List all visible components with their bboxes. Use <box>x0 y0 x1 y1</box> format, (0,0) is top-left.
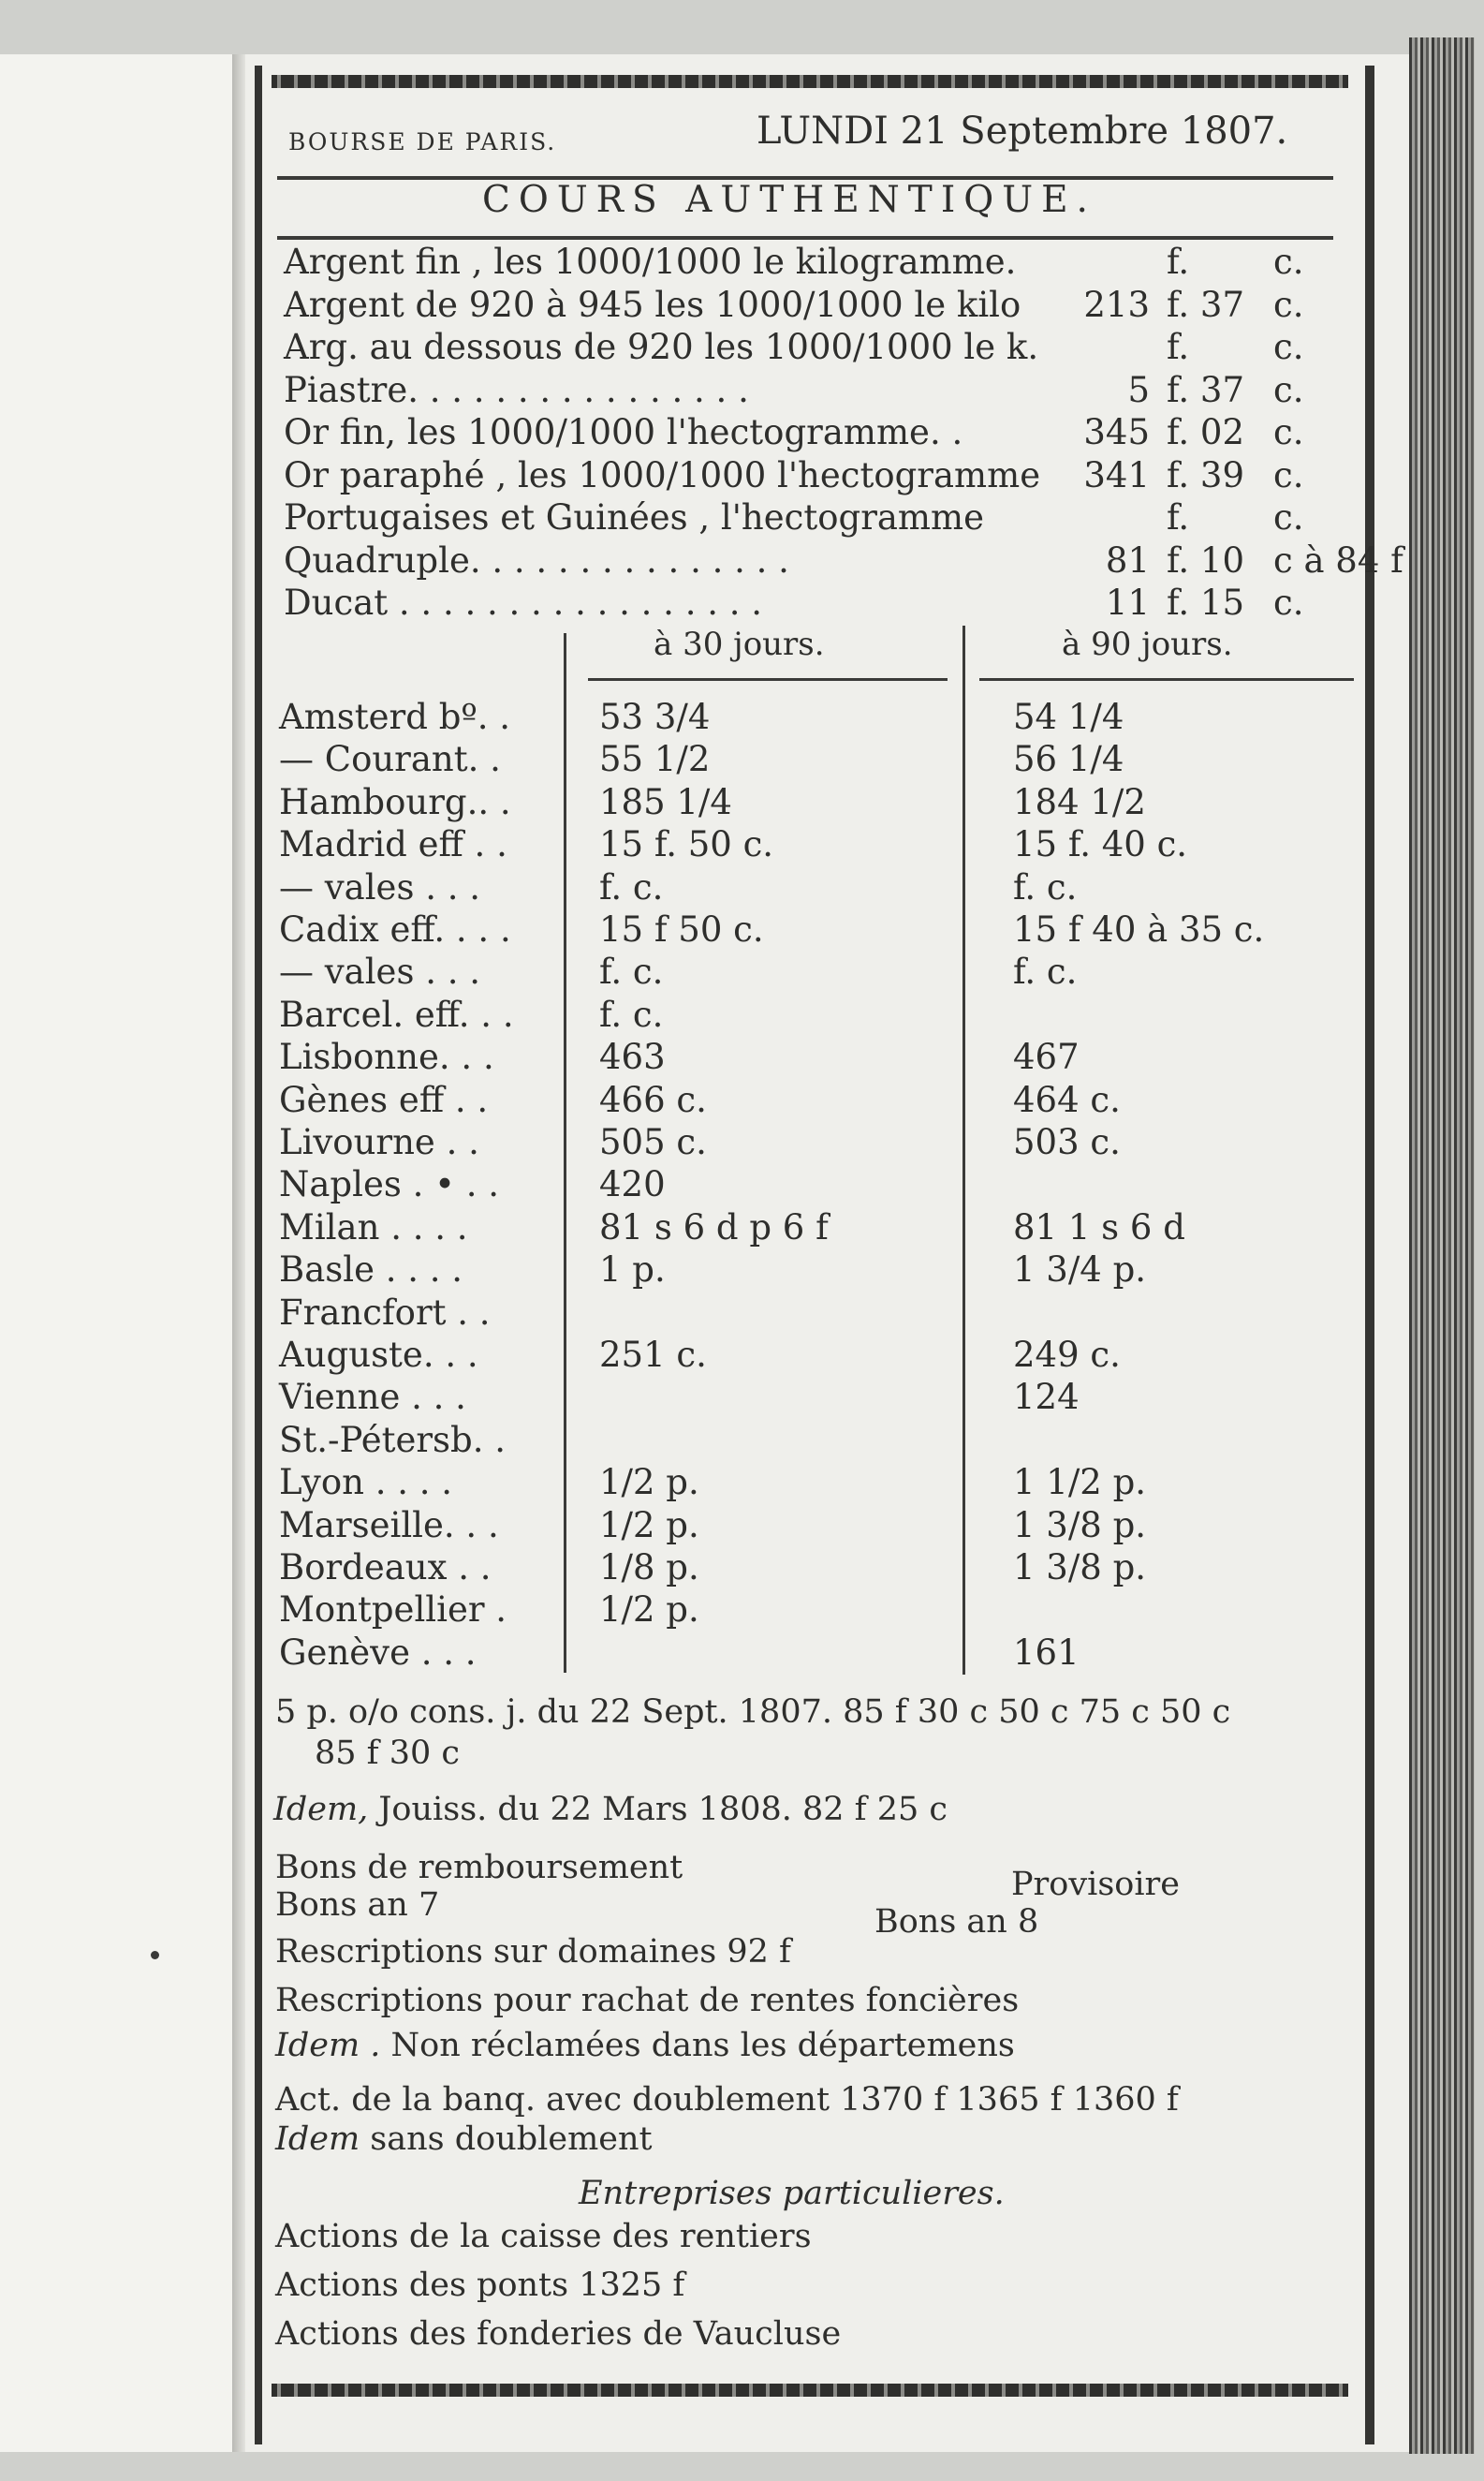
metal-c: c. <box>1273 412 1304 452</box>
cons-line-2: 85 f 30 c <box>315 1735 461 1772</box>
idem-sans-doublement-line <box>275 2119 653 2160</box>
exchange-place: Montpellier . <box>279 1589 507 1631</box>
bons-an-8: Bons an 8 <box>874 1903 1039 1941</box>
frame-right <box>1365 66 1374 2444</box>
cons-line-1: 5 p. o/o cons. j. du 22 Sept. 1807. 85 f 30 c 50 c 75 c 50 c <box>275 1693 1231 1731</box>
metal-label: Arg. au dessous de 920 les 1000/1000 le k. <box>284 327 1039 367</box>
exchange-d90: 15 f 40 à 35 c. <box>1013 909 1265 950</box>
exchange-d30: 505 c. <box>599 1122 707 1162</box>
metal-c: c. <box>1273 284 1304 325</box>
page-edges <box>1409 37 1475 2454</box>
exchange-place: St.-Pétersb. . <box>279 1419 507 1460</box>
exchange-d30: 15 f 50 c. <box>599 909 764 950</box>
exchange-d30: f. c. <box>599 952 664 993</box>
exchange-place: — vales . . . <box>279 866 481 908</box>
idem-word-3: Idem <box>275 2120 360 2158</box>
metal-value: 81 <box>1105 539 1150 581</box>
bons-remboursement: Bons de remboursement <box>275 1849 683 1886</box>
metal-f: f. 39 <box>1167 454 1244 495</box>
exchange-d30: 53 3/4 <box>599 697 711 737</box>
exchange-d30: 251 c. <box>599 1335 707 1375</box>
metal-f: f. <box>1167 327 1190 367</box>
exchange-d30: 185 1/4 <box>599 781 732 822</box>
metal-f: f. 02 <box>1167 412 1244 452</box>
exchange-place: Auguste. . . <box>279 1335 478 1375</box>
exchange-d30: 1/2 p. <box>599 1589 699 1631</box>
column-head-90-days: à 90 jours. <box>1062 626 1233 663</box>
sans-doublement-text: sans doublement <box>370 2120 653 2158</box>
exchange-place: Lisbonne. . . <box>279 1037 494 1078</box>
exchange-place: Madrid eff . . <box>279 824 507 865</box>
exchange-place: Lyon . . . . <box>279 1462 453 1503</box>
metal-c: c. <box>1273 583 1304 623</box>
exchange-place: Amsterd bº. . <box>279 697 511 737</box>
exchange-place: Naples . • . . <box>279 1164 499 1205</box>
head-rule-30 <box>588 678 948 681</box>
exchange-place: Milan . . . . <box>279 1206 468 1248</box>
metal-f: f. 15 <box>1167 583 1244 623</box>
idem-jouiss-line <box>273 1789 948 1830</box>
idem-word: Idem, <box>273 1791 369 1828</box>
exchange-d30: 1/2 p. <box>599 1462 699 1503</box>
metal-f: f. 37 <box>1167 369 1244 410</box>
exchange-d30: 466 c. <box>599 1079 707 1120</box>
metal-value: 11 <box>1105 583 1150 623</box>
exchange-place: Cadix eff. . . . <box>279 909 511 950</box>
exchange-d30: 463 <box>599 1037 666 1078</box>
exchange-d30: 1 p. <box>599 1249 666 1291</box>
entreprise-item: Actions des ponts 1325 f <box>275 2267 685 2304</box>
exchange-place: Genève . . . <box>279 1632 477 1673</box>
metal-c: c. <box>1273 454 1304 495</box>
exchange-d90: 184 1/2 <box>1013 781 1146 822</box>
metal-f: f. <box>1167 242 1190 282</box>
exchange-d90: 249 c. <box>1013 1335 1121 1375</box>
exchange-place: Marseille. . . <box>279 1504 499 1545</box>
metal-c: c à 84 f <box>1273 539 1403 581</box>
provisoire-label: Provisoire <box>1011 1866 1180 1903</box>
exchange-d30: f. c. <box>599 994 664 1035</box>
metal-label: Argent fin , les 1000/1000 le kilogramme. <box>284 242 1017 282</box>
entreprise-item: Actions des fonderies de Vaucluse <box>275 2315 842 2353</box>
exchange-place: — Courant. . <box>279 739 501 780</box>
exchange-d90: 467 <box>1013 1037 1080 1078</box>
idem-word-2: Idem . <box>275 2027 381 2064</box>
metal-label: Or fin, les 1000/1000 l'hectogramme. . <box>284 412 963 452</box>
exchange-d90: 503 c. <box>1013 1122 1121 1162</box>
exchange-d30: 81 s 6 d p 6 f <box>599 1206 829 1248</box>
header-left: BOURSE DE PARIS. <box>288 128 557 155</box>
metal-c: c. <box>1273 327 1304 367</box>
exchange-d30: 1/8 p. <box>599 1547 699 1588</box>
exchange-place: — vales . . . <box>279 952 481 993</box>
metal-label: Piastre. . . . . . . . . . . . . . . . <box>284 369 749 410</box>
exchange-d30: 15 f. 50 c. <box>599 824 774 865</box>
exchange-d90: 161 <box>1013 1632 1080 1673</box>
exchange-d30: 420 <box>599 1164 666 1205</box>
exchange-place: Livourne . . <box>279 1122 479 1162</box>
entreprises-heading: Entreprises particulieres. <box>579 2175 1005 2212</box>
exchange-d90: 464 c. <box>1013 1079 1121 1120</box>
exchange-place: Bordeaux . . <box>279 1547 492 1588</box>
exchange-d90: 1 1/2 p. <box>1013 1462 1147 1503</box>
exchange-place: Barcel. eff. . . <box>279 994 514 1035</box>
metal-label: Argent de 920 à 945 les 1000/1000 le kilo <box>284 284 1021 325</box>
metal-c: c. <box>1273 242 1304 282</box>
exchange-d30: 55 1/2 <box>599 739 711 780</box>
entreprise-item: Actions de la caisse des rentiers <box>275 2218 812 2255</box>
metal-value: 5 <box>1127 369 1150 410</box>
exchange-place: Vienne . . . <box>279 1377 466 1418</box>
non-reclamees-text: Non réclamées dans les départemens <box>390 2027 1015 2064</box>
exchange-place: Hambourg.. . <box>279 781 511 822</box>
exchange-place: Basle . . . . <box>279 1249 463 1291</box>
head-rule-90 <box>979 678 1354 681</box>
actions-banque: Act. de la banq. avec doublement 1370 f 1365 f 1360 f <box>275 2081 1179 2119</box>
bons-an-7: Bons an 7 <box>275 1886 440 1924</box>
exchange-d90: 1 3/8 p. <box>1013 1504 1147 1545</box>
rescriptions-domaines: Rescriptions sur domaines 92 f <box>275 1933 791 1971</box>
metal-label: Portugaises et Guinées , l'hectogramme <box>284 497 985 538</box>
exchange-d90: 1 3/4 p. <box>1013 1249 1147 1291</box>
exchange-place: Francfort . . <box>279 1292 491 1333</box>
metal-c: c. <box>1273 369 1304 410</box>
metal-c: c. <box>1273 497 1304 538</box>
exchange-d90: f. c. <box>1013 952 1078 993</box>
ink-dot <box>151 1951 159 1959</box>
title-rule <box>277 236 1333 240</box>
metal-value: 213 <box>1083 284 1150 325</box>
exchange-d90: 124 <box>1013 1377 1080 1418</box>
metal-value: 345 <box>1083 412 1150 452</box>
metal-label: Or paraphé , les 1000/1000 l'hectogramme <box>284 454 1041 495</box>
metal-f: f. 10 <box>1167 539 1244 581</box>
frame-left <box>255 66 262 2444</box>
metal-label: Quadruple. . . . . . . . . . . . . . . <box>284 539 789 581</box>
rescriptions-rachat: Rescriptions pour rachat de rentes foncières <box>275 1982 1020 2019</box>
exchange-d90: f. c. <box>1013 866 1078 908</box>
frame-top <box>272 75 1348 88</box>
exchange-place: Gènes eff . . <box>279 1079 489 1120</box>
metal-label: Ducat . . . . . . . . . . . . . . . . . <box>284 583 763 623</box>
col-divider-1 <box>564 633 566 1673</box>
frame-bottom <box>272 2384 1348 2397</box>
exchange-d30: f. c. <box>599 866 664 908</box>
exchange-d90: 15 f. 40 c. <box>1013 824 1188 865</box>
metal-f: f. <box>1167 497 1190 538</box>
metal-value: 341 <box>1083 454 1150 495</box>
left-page <box>0 54 233 2452</box>
exchange-d90: 56 1/4 <box>1013 739 1124 780</box>
column-head-30-days: à 30 jours. <box>654 626 825 663</box>
exchange-d30: 1/2 p. <box>599 1504 699 1545</box>
idem-non-reclamees-line <box>275 2025 1015 2066</box>
exchange-d90: 1 3/8 p. <box>1013 1547 1147 1588</box>
header-date: LUNDI 21 Septembre 1807. <box>757 110 1288 153</box>
col-divider-2 <box>962 626 965 1675</box>
idem-jouiss-text: Jouiss. du 22 Mars 1808. 82 f 25 c <box>378 1791 948 1828</box>
exchange-d90: 81 1 s 6 d <box>1013 1206 1185 1248</box>
page-title: COURS AUTHENTIQUE. <box>482 179 1096 221</box>
exchange-d90: 54 1/4 <box>1013 697 1124 737</box>
metal-f: f. 37 <box>1167 284 1244 325</box>
